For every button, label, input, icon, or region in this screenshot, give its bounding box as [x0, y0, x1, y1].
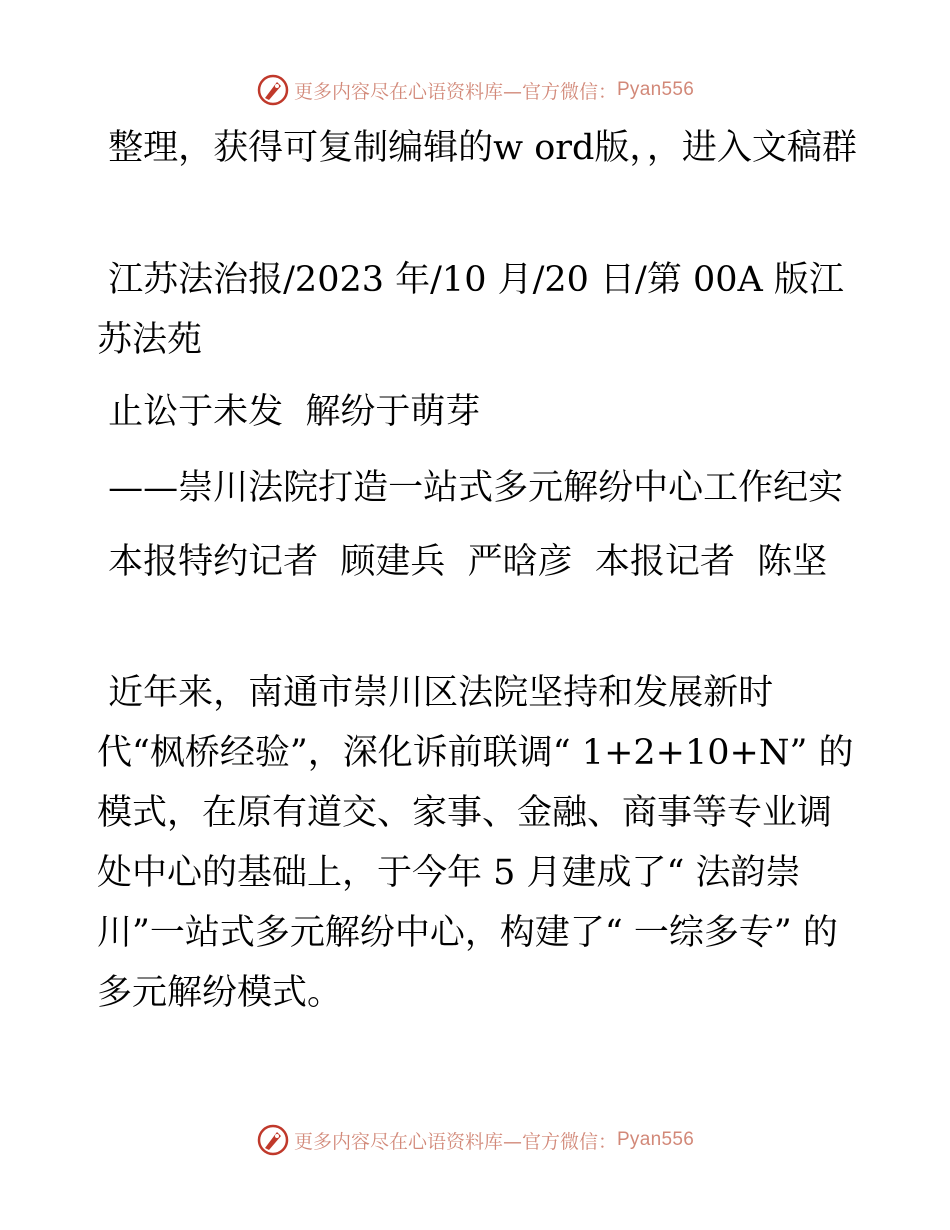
- article-subtitle: ——崇川法院打造一站式多元解纷中心工作纪实: [97, 468, 844, 508]
- footer-watermark-banner: [0, 1120, 950, 1160]
- article-title: 止讼于未发 解纷于萌芽: [97, 392, 481, 432]
- banner-text: 更多内容尽在心语资料库—官方微信：: [293, 1130, 617, 1153]
- byline-paragraph: 本报特约记者 顾建兵 严晗彦 本报记者 陈坚: [97, 542, 828, 582]
- banner-wechat-id: Pyan556: [616, 1129, 695, 1150]
- body-paragraph: 近年来，南通市崇川区法院坚持和发展新时代“枫桥经验”，深化诉前联调“ 1+2+10+N” 的模式，在原有道交、家事、金融、商事等专业调处中心的基础上，于今年 5 月建成了“ 法韵崇川”一站式多元解纷中心，构建了“ 一综多专” 的多元解纷模式。: [97, 673, 854, 1013]
- banner-wechat-id: Pyan556: [616, 79, 695, 100]
- intro-note-paragraph: 整理，获得可复制编辑的w ord版，，进入文稿群: [97, 128, 857, 168]
- source-line-paragraph: 江苏法治报/2023 年/10 月/20 日/第 00A 版江苏法苑: [97, 260, 844, 360]
- banner-text: 更多内容尽在心语资料库—官方微信：: [293, 80, 617, 103]
- pen-nib-logo-icon: [256, 1123, 290, 1157]
- pen-nib-logo-icon: [256, 73, 290, 107]
- header-watermark-banner: [0, 70, 950, 110]
